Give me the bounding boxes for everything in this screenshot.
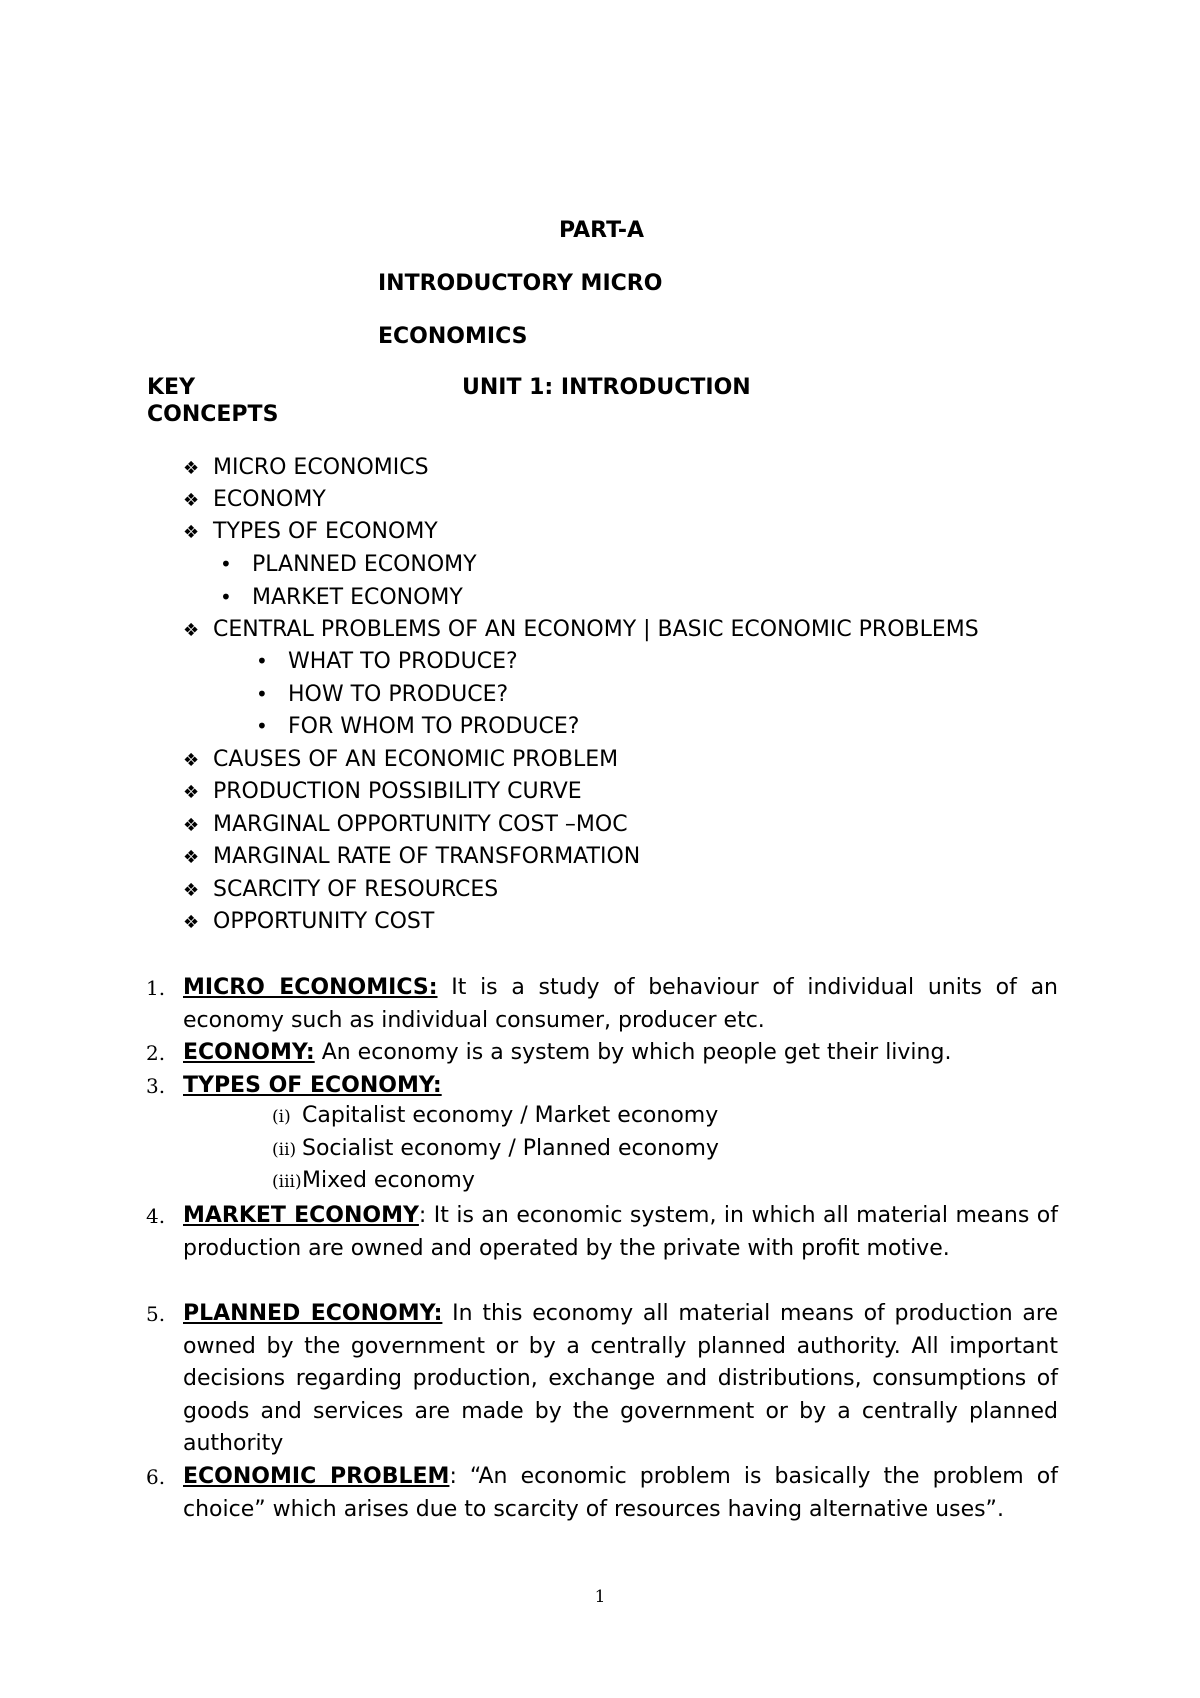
roman-numeral: (i)	[272, 1107, 291, 1127]
title-line-1: INTRODUCTORY MICRO	[378, 271, 663, 296]
definition-number: 3.	[146, 1074, 166, 1098]
diamond-bullet-icon: ❖	[183, 750, 200, 771]
definition-types-of-economy	[183, 1070, 1058, 1103]
list-item: ❖ OPPORTUNITY COST	[183, 909, 435, 934]
list-item: ❖ CENTRAL PROBLEMS OF AN ECONOMY | BASIC ECONOMIC PROBLEMS	[183, 617, 979, 642]
key-concepts-line-2: CONCEPTS	[147, 402, 279, 427]
diamond-bullet-icon: ❖	[183, 458, 200, 479]
definition-planned-economy	[183, 1298, 1058, 1461]
roman-numeral: (ii)	[272, 1140, 297, 1160]
diamond-bullet-icon: ❖	[183, 815, 200, 836]
diamond-bullet-icon: ❖	[183, 620, 200, 641]
definition-term: ECONOMY:	[183, 1040, 315, 1065]
list-item: (iii)Mixed economy	[272, 1168, 475, 1193]
definition-text: : It is an economic system, in which all material means of production are owned and operated by the private with profit motive.	[183, 1203, 1059, 1261]
definition-term: ECONOMIC PROBLEM	[183, 1464, 450, 1489]
list-item: • FOR WHOM TO PRODUCE?	[256, 714, 580, 739]
definition-number: 2.	[146, 1041, 166, 1065]
definition-number: 4.	[146, 1204, 166, 1228]
list-item: ❖ SCARCITY OF RESOURCES	[183, 877, 499, 902]
list-item: ❖ MARGINAL RATE OF TRANSFORMATION	[183, 844, 641, 869]
dot-bullet-icon: •	[220, 552, 232, 576]
list-item: • MARKET ECONOMY	[220, 585, 463, 610]
definition-micro-economics	[183, 972, 1058, 1037]
key-concepts-heading	[147, 374, 278, 428]
definition-term: TYPES OF ECONOMY:	[183, 1073, 442, 1098]
dot-bullet-icon: •	[256, 714, 268, 738]
definition-text: An economy is a system by which people get their living.	[314, 1040, 952, 1065]
part-label: PART-A	[559, 218, 645, 243]
roman-numeral: (iii)	[272, 1172, 302, 1192]
definition-text: It is a study of behaviour of individual units of an economy such as individual consumer, producer etc.	[183, 975, 1058, 1033]
definition-term: MICRO ECONOMICS:	[183, 975, 438, 1000]
definition-market-economy	[183, 1200, 1058, 1265]
diamond-bullet-icon: ❖	[183, 880, 200, 901]
list-item: ❖ ECONOMY	[183, 487, 326, 512]
dot-bullet-icon: •	[256, 682, 268, 706]
list-item: (ii) Socialist economy / Planned economy	[272, 1136, 719, 1161]
diamond-bullet-icon: ❖	[183, 847, 200, 868]
diamond-bullet-icon: ❖	[183, 490, 200, 511]
diamond-bullet-icon: ❖	[183, 782, 200, 803]
definition-term: PLANNED ECONOMY:	[183, 1301, 443, 1326]
definition-term: MARKET ECONOMY	[183, 1203, 419, 1228]
list-item: ❖ PRODUCTION POSSIBILITY CURVE	[183, 779, 582, 804]
list-item: ❖ TYPES OF ECONOMY	[183, 519, 438, 544]
dot-bullet-icon: •	[220, 585, 232, 609]
definition-economic-problem	[183, 1461, 1058, 1526]
list-item: • WHAT TO PRODUCE?	[256, 649, 518, 674]
dot-bullet-icon: •	[256, 649, 268, 673]
list-item: ❖ MICRO ECONOMICS	[183, 455, 429, 480]
list-item: • HOW TO PRODUCE?	[256, 682, 509, 707]
definition-text: : “An economic problem is basically the problem of choice” which arises due to scarcity of resources having alternative uses”.	[183, 1464, 1058, 1522]
diamond-bullet-icon: ❖	[183, 912, 200, 933]
list-item: ❖ CAUSES OF AN ECONOMIC PROBLEM	[183, 747, 619, 772]
definition-number: 6.	[146, 1465, 166, 1489]
list-item: • PLANNED ECONOMY	[220, 552, 477, 577]
definition-economy	[183, 1037, 1058, 1070]
page-number: 1	[594, 1587, 606, 1607]
diamond-bullet-icon: ❖	[183, 522, 200, 543]
list-item: ❖ MARGINAL OPPORTUNITY COST –MOC	[183, 812, 628, 837]
list-item: (i) Capitalist economy / Market economy	[272, 1103, 719, 1128]
title-line-2: ECONOMICS	[378, 324, 528, 349]
definition-number: 1.	[146, 976, 166, 1000]
definition-number: 5.	[146, 1302, 166, 1326]
unit-heading: UNIT 1: INTRODUCTION	[462, 375, 751, 400]
key-concepts-line-1: KEY	[147, 375, 196, 400]
definition-text: In this economy all material means of production are owned by the government or by a centrally planned authority. All important decisions regarding production, exchange and distributions, consumptions of goods and services are made by the government or by a centrally planned authority	[183, 1301, 1058, 1457]
